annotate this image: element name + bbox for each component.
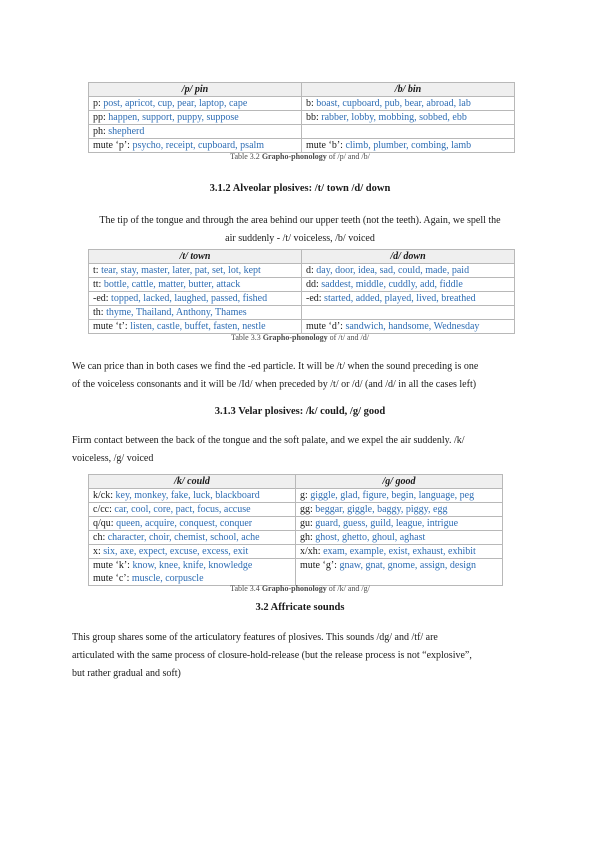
example-words: six, axe, expect, excuse, excess, exit [103,546,249,557]
caption-number: Table 3.4 [230,584,262,593]
section-heading: 3.2 Affricate sounds [255,602,345,613]
column-header: /t/ town [89,250,302,264]
example-words: listen, castle, buffet, fasten, nestle [130,321,266,332]
grapho-table-t-d [88,249,515,334]
example-words: queen, acquire, conquest, conquer [116,518,253,529]
table-cell [296,559,503,573]
example-words: gnaw, gnat, gnome, assign, design [339,560,476,571]
spelling-label: t: [93,265,102,276]
example-words: rabber, lobby, mobbing, sobbed, ebb [321,112,467,123]
spelling-label: mute ‘p’: [93,140,133,151]
paragraph-line: air suddenly - /t/ voiceless, /b/ voiced [225,233,375,244]
example-words: bottle, cattle, matter, butter, attack [103,279,241,290]
spelling-label: bb: [306,112,322,123]
table-cell [89,306,302,320]
table-row [89,292,515,306]
paragraph-line: but rather gradual and soft) [72,668,181,679]
example-words: happen, support, puppy, suppose [108,112,239,123]
paragraph-line: of the voiceless consonants and it will be /Id/ when preceded by /t/ or /d/ (and /d/ in all the cases left) [72,379,477,390]
table-cell [296,531,503,545]
example-words: ghost, ghetto, ghoul, aghast [315,532,426,543]
table-cell [89,531,296,545]
caption-suffix: of /p/ and /b/ [326,152,370,161]
table-cell [89,97,302,111]
table-cell [89,320,302,334]
table-row [89,264,515,278]
spelling-label: g: [300,490,311,501]
table-cell [296,545,503,559]
grapho-table-k-g [88,474,503,586]
paragraph-line: articulated with the same process of closure-hold-release (but the release process is not “explosive”, [72,650,472,661]
paragraph [72,358,552,394]
table-cell [89,545,296,559]
table-row [89,559,503,573]
spelling-label: x: [93,546,104,557]
spelling-label: q/qu: [93,518,117,529]
section-heading: 3.1.2 Alveolar plosives: /t/ town /d/ down [209,183,391,194]
spelling-label: k/ck: [93,490,116,501]
example-words: climb, plumber, combing, lamb [345,140,472,151]
table-row [89,545,503,559]
column-header: /b/ bin [302,83,515,97]
spelling-label: mute ‘g’: [300,560,340,571]
example-words: boast, cupboard, pub, bear, abroad, lab [316,98,471,109]
example-words: started, added, played, lived, breathed [324,293,476,304]
table-cell [296,517,503,531]
example-words: thyme, Thailand, Anthony, Thames [106,307,247,318]
spelling-label: c/cc: [93,504,115,515]
paragraph-line: This group shares some of the articulatory features of plosives. This sounds /dg/ and /tf/ are [72,632,438,643]
caption-title: Grapho-phonology [261,584,327,593]
spelling-label: mute ‘k’: [93,560,133,571]
table-row [89,139,515,153]
table-cell [296,503,503,517]
example-words: giggle, glad, figure, begin, language, peg [310,490,475,501]
paragraph-line: Firm contact between the back of the tongue and the soft palate, and we expel the air suddenly. /k/ [72,435,465,446]
caption-title: Grapho-phonology [262,333,328,342]
table-cell [89,125,302,139]
table-cell [302,278,515,292]
table-cell [302,292,515,306]
table-cell [89,559,296,573]
column-header: /g/ good [296,475,503,489]
spelling-label: p: [93,98,104,109]
caption-title: Grapho-phonology [261,152,327,161]
table-cell [89,139,302,153]
table-row [89,517,503,531]
table-row [89,125,515,139]
column-header: /d/ down [302,250,515,264]
table-cell [89,517,296,531]
spelling-label: ph: [93,126,109,137]
table-cell [302,306,515,320]
example-words: post, apricot, cup, pear, laptop, cape [103,98,248,109]
paragraph-line: voiceless, /g/ voiced [72,453,154,464]
example-words: topped, lacked, laughed, passed, fished [111,293,268,304]
example-words: tear, stay, master, later, pat, set, lot, kept [101,265,261,276]
spelling-label: gu: [300,518,316,529]
spelling-label: mute ‘t’: [93,321,131,332]
paragraph-line: We can price than in both cases we find the -ed particle. It will be /t/ when the sound preceding is one [72,361,479,372]
table-row [89,111,515,125]
table-cell [89,503,296,517]
example-words: muscle, corpuscle [131,573,204,584]
table-header-row [89,83,515,97]
example-words: guard, guess, guild, league, intrigue [315,518,459,529]
table-cell [89,292,302,306]
table-row [89,97,515,111]
caption-number: Table 3.2 [230,152,262,161]
spelling-label: x/xh: [300,546,324,557]
table-row [89,278,515,292]
paragraph [72,432,552,468]
example-words: sandwich, handsome, Wednesday [345,321,480,332]
spelling-label: mute ‘b’: [306,140,346,151]
spelling-label: pp: [93,112,109,123]
table-cell [302,264,515,278]
spelling-label: -ed: [306,293,325,304]
example-words: exam, example, exist, exhaust, exhibit [323,546,476,557]
table-row [89,306,515,320]
table-cell [89,111,302,125]
spelling-label: dd: [306,279,322,290]
table-row [89,531,503,545]
grapho-table-p-b [88,82,515,153]
spelling-label: th: [93,307,107,318]
table-cell [89,264,302,278]
table-caption [0,152,600,161]
table-cell [296,489,503,503]
spelling-label: gg: [300,504,316,515]
caption-number: Table 3.3 [231,333,263,342]
table-row [89,489,503,503]
example-words: character, choir, chemist, school, ache [107,532,260,543]
spelling-label: mute ‘c’: [93,573,132,584]
example-words: beggar, giggle, baggy, piggy, egg [315,504,448,515]
table-caption [0,584,600,593]
table-header-row [89,250,515,264]
spelling-label: tt: [93,279,104,290]
column-header: /k/ could [89,475,296,489]
caption-suffix: of /k/ and /g/ [326,584,370,593]
paragraph [72,629,552,683]
table-cell [302,139,515,153]
example-words: key, monkey, fake, luck, blackboard [115,490,260,501]
spelling-label: gh: [300,532,316,543]
paragraph [60,212,540,248]
table-caption [0,333,600,342]
caption-suffix: of /t/ and /d/ [327,333,369,342]
table-cell [89,278,302,292]
table-cell [302,320,515,334]
table-row [89,320,515,334]
example-words: car, cool, core, pact, focus, accuse [114,504,251,515]
table-cell [302,111,515,125]
example-words: psycho, receipt, cupboard, psalm [132,140,265,151]
column-header: /p/ pin [89,83,302,97]
example-words: day, door, idea, sad, could, made, paid [316,265,470,276]
spelling-label: d: [306,265,317,276]
example-words: saddest, middle, cuddly, add, fiddle [321,279,463,290]
example-words: know, knee, knife, knowledge [132,560,253,571]
table-header-row [89,475,503,489]
table-cell [302,125,515,139]
spelling-label: b: [306,98,317,109]
paragraph-line: The tip of the tongue and through the area behind our upper teeth (not the teeth). Again, we spell the [99,215,501,226]
table-row [89,503,503,517]
table-cell [302,97,515,111]
table-cell [89,489,296,503]
spelling-label: ch: [93,532,108,543]
example-words: shepherd [108,126,145,137]
spelling-label: -ed: [93,293,112,304]
spelling-label: mute ‘d’: [306,321,346,332]
section-heading: 3.1.3 Velar plosives: /k/ could, /g/ good [214,406,386,417]
